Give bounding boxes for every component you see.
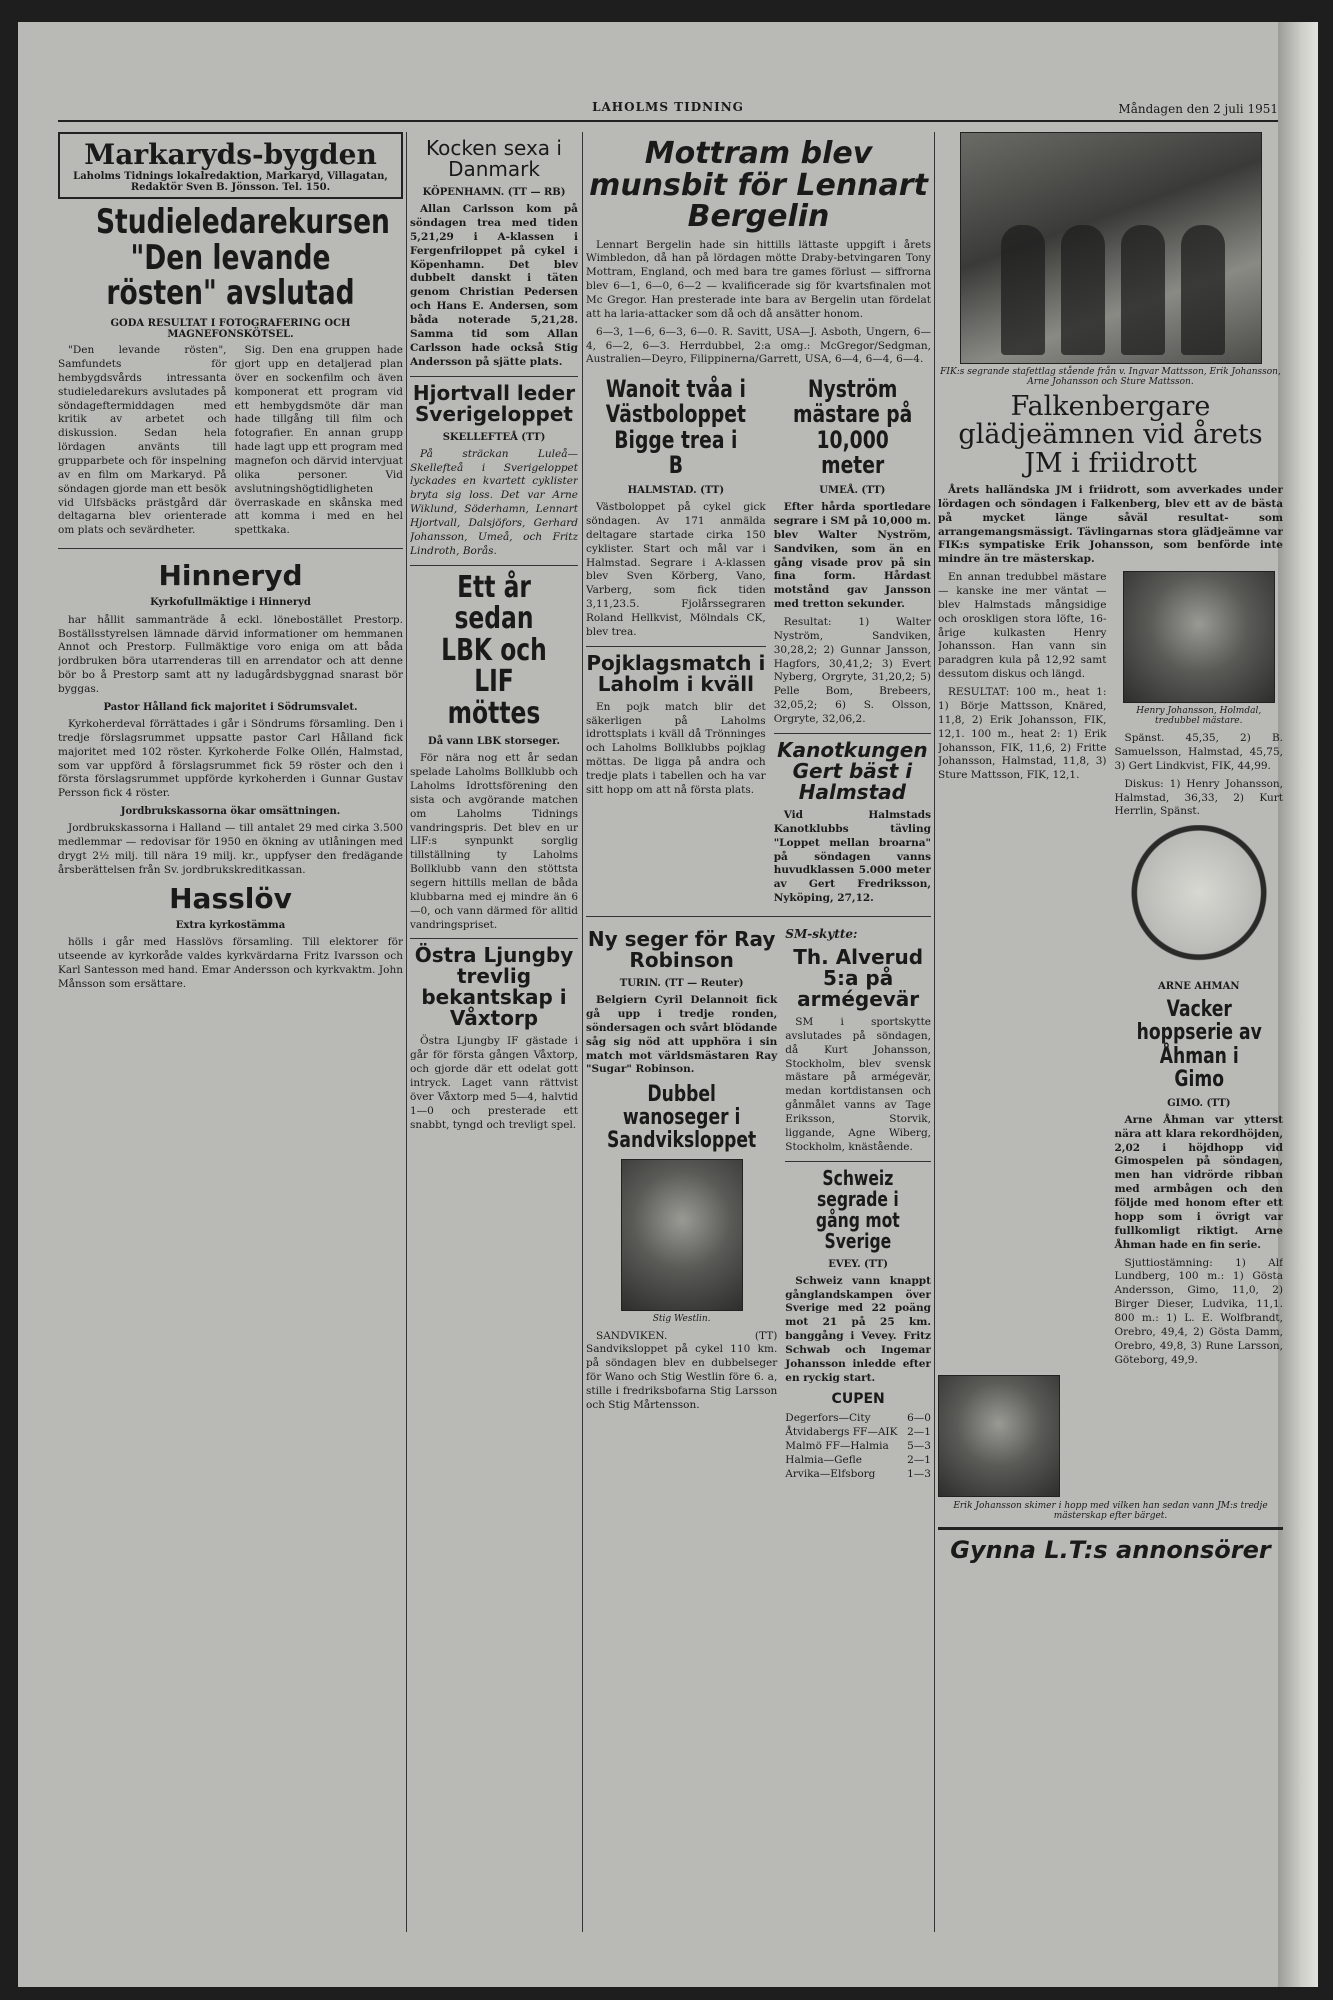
divider — [410, 565, 578, 566]
article-body — [1115, 1097, 1284, 1368]
athlete-figure — [1121, 225, 1165, 355]
paragraph: På sträckan Luleå—Skellefteå i Sverigeloppet lyckades en kvartett cyklister bryta sig loss. Det var Arne Wiklund, Söderhamn, Lennart Hjortvall, Dalsjöfors, Gerhard Johansson, Umeå, och Fritz Lindroth, Borås. — [410, 447, 578, 557]
henry-johansson-photo — [1123, 571, 1275, 703]
athlete-figure — [1061, 225, 1105, 355]
paragraph: SANDVIKEN. (TT) Sandviksloppet på cykel 110 km. på söndagen blev en dubbelseger för Wano och Stig Westlin före 6. a, stille i fredriksbofarna Stig Larsson och Stig Mårtensson. — [586, 1329, 778, 1411]
page-date: Måndagen den 2 juli 1951 — [1118, 102, 1278, 116]
cupen-row — [785, 1468, 931, 1482]
subhead: Då vann LBK storseger. — [428, 736, 560, 748]
paragraph: Västboloppet på cykel gick söndagen. Av 171 anmälda deltagare startade cirka 150 cyklister. Start och mål var i Halmstad. Segrare i A-klassen blev Sven Körberg, Vano, Varberg, som fick tiden 3,11,23.5. Fjolårssegraren Roland Hellkvist, Mölndals CK, blev trea. — [586, 501, 766, 638]
box-line: Redaktör Sven B. Jönsson. Tel. 150. — [130, 182, 331, 193]
dateline: KÖPENHAMN. (TT — RB) — [422, 187, 566, 198]
article-body — [586, 239, 931, 368]
box-title: Markaryds-bygden — [84, 138, 377, 171]
headline-alverud: Th. Alverud 5:a på armégevär — [793, 944, 924, 1011]
subhead: Pastor Hålland fick majoritet i Södrumsvalet. — [103, 701, 358, 713]
article-body — [410, 186, 578, 370]
headline-ljungby: Östra Ljungby trevlig bekantskap i Våxtorp — [414, 943, 574, 1031]
headline-pojklag: Pojklagsmatch i Laholm i kväll — [586, 650, 766, 696]
headline-ahman: Vacker hoppserie av Åhman i Gimo — [1136, 997, 1262, 1092]
article-body — [774, 484, 931, 727]
headline-kocken: Kocken sexa i Danmark — [426, 136, 562, 181]
paragraph: Östra Ljungby IF gästade i går för första gången Våxtorp, och gjorde där ett odelat gott intryck. Laget vann rättvist över Våxtorp med 5—4, halvtid 1—0 och presterade ett snabbt, tyngd och trevligt spel. — [410, 1035, 578, 1131]
photo-caption: Stig Westlin. — [652, 1313, 711, 1324]
column-rule — [406, 132, 407, 1932]
column-rule — [934, 132, 935, 1932]
column-1 — [58, 132, 403, 1952]
article-body — [586, 484, 766, 640]
box-line: Laholms Tidnings lokalredaktion, Markaryd, Villagatan, — [73, 171, 388, 182]
paragraph: Belgiern Cyril Delannoit fick gå upp i tredje ronden, söndersagen och svårt blödande såg sig nöd att upphöra i sin match mot världsmästaren Ray "Sugar" Robinson. — [586, 994, 778, 1076]
dateline: EVEY. (TT) — [828, 1258, 889, 1270]
paragraph: En annan tredubbel mästare — kanske ine mer väntat — blev Halmstads mångsidige och oroskligen stora löfte, 16-årige kulkasten Henry Johansson. Han vann sin paradgren kula på 12,92 samt dessutom diskus och längd. — [938, 571, 1107, 681]
paragraph: Spänst. 45,35, 2) B. Samuelsson, Halmstad, 45,75, 3) Gert Lindkvist, FIK, 44,99. — [1114, 732, 1283, 772]
article-body — [938, 484, 1283, 567]
column-3 — [586, 132, 931, 1952]
paragraph: "Den levande rösten", Samfundets för hembygdsvårds intressanta studieledarekurs avslutades på söndageftermiddagen med kritik av arbetet och diskussion. Sedan hela lördagen använts till grupparbete och för inspelning av en film om Markaryd. På söndagen gjorde man ett besök vid Ulfsbäcks prästgård där deltagarna blev orienterade om plats och sevärdheter. — [58, 344, 227, 537]
dateline: UMEÅ. (TT) — [819, 484, 886, 496]
cupen-match: Åtvidabergs FF—AIK — [785, 1426, 898, 1439]
photo-caption: Henry Johansson, Holmdal, tredubbel mästare. — [1136, 706, 1262, 727]
paragraph: Jordbrukskassorna i Halland — till antalet 29 med cirka 3.500 medlemmar — redovisar för 1950 en ökning av utlåningen med drygt 2½ milj. till nära 19 milj. kr., uppfyser den fredägande årsberättelsen från Sv. jordbrukskreditkassan. — [58, 822, 403, 876]
local-office-box — [58, 132, 403, 199]
headline-dubbel: Dubbel wanoseger i Sandviksloppet — [607, 1082, 757, 1154]
headline-hasslov: Hasslöv — [169, 881, 292, 915]
divider — [410, 376, 578, 377]
article-body — [410, 735, 578, 932]
dateline: HALMSTAD. (TT) — [627, 484, 725, 496]
headline-falkenberg: Falkenbergare glädjeämnen vid årets JM i friidrott — [958, 391, 1263, 479]
headline-studieledare: Studieledarekursen "Den levande rösten" avslutad — [95, 202, 390, 314]
paragraph: Kyrkoherdeval förrättades i går i Söndrums församling. Den i tredje förslagsrummet uppsatte pastor Carl Hålland fick majoritet med 102 röster. Kyrkoherde Folke Ollén, Halmstad, som var uppförd å förslagsrummet fick 59 röster och den i första förslagsrummet uppförde kyrkoherden i Gunnar Gustav Persson fick 4 röster. — [58, 718, 403, 800]
cupen-title: CUPEN — [831, 1390, 885, 1407]
dateline: SKELLEFTEÅ (TT) — [442, 431, 546, 443]
cupen-row — [785, 1426, 931, 1440]
article-body — [58, 344, 403, 542]
headline-lbk: Ett år sedan LBK och LIF möttes — [441, 569, 547, 731]
paragraph: Sjuttiostämning: 1) Alf Lundberg, 100 m.: 1) Gösta Andersson, Gimo, 11,0, 2) Birger Dieser, Ludvika, 11,1. 800 m.: 1) L. E. Wolfbrandt, Orebro, 49,4, 2) Gösta Damm, Orebro, 49,8, 3) Rune Larsson, Göteborg, 49,9. — [1114, 1256, 1283, 1366]
cupen-score: 6—0 — [907, 1412, 931, 1425]
cupen-score: 2—1 — [907, 1453, 931, 1466]
divider — [586, 916, 931, 917]
headline-robinson: Ny seger för Ray Robinson — [587, 926, 776, 972]
divider — [410, 938, 578, 939]
paragraph: Lennart Bergelin hade sin hittills lättaste uppgift i årets Wimbledon, då han på lördagen mötte Draby-betvingaren Tony Mottram, England, och med bara tre games förlust — siffrorna blev 6—1, 6—0, 6—2 — kvalificerade sig för kvartsfinalen mot Mc Gregor. Han presterade inte bara av Bergelin utan fördelat att ha laria-attacker som då och då ansätter honom. — [586, 238, 931, 320]
cupen-match: Malmö FF—Halmia — [785, 1440, 889, 1452]
paper-name: LAHOLMS TIDNING — [592, 100, 744, 114]
article-body — [58, 919, 403, 992]
article-body — [1115, 732, 1284, 819]
page-edge — [1278, 22, 1318, 1987]
subhead: Jordbrukskassorna ökar omsättningen. — [120, 806, 341, 818]
headline-mottram: Mottram blev munsbit för Lennart Bergelin — [589, 136, 928, 234]
paragraph: Vid Halmstads Kanotklubbs tävling "Loppet mellan broarna" på söndagen vanns huvudklassen 5.000 meter av Gert Fredriksson, Nyköping, 27,12. — [773, 808, 931, 905]
article-body — [410, 431, 578, 559]
divider — [774, 733, 931, 734]
cupen-score: 2—1 — [907, 1426, 931, 1439]
paragraph: 6—3, 1—6, 6—3, 6—0. R. Savitt, USA—J. Asboth, Ungern, 6—4, 6—2, 6—3. Herrdubbel, 2:a omg.: McGregor/Sedgman, Australien—Deyro, Filippinerna/Garrett, USA, 6—4, 6—4, 6—4. — [586, 325, 931, 366]
subhead: GODA RESULTAT I FOTOGRAFERING OCH MAGNEFONSKÖTSEL. — [110, 318, 351, 341]
article-body — [586, 701, 766, 798]
advertiser-banner: Gynna L.T:s annonsörer — [938, 1527, 1283, 1564]
newspaper-page — [18, 22, 1318, 1987]
paragraph: RESULTAT: 100 m., heat 1: 1) Börje Mattsson, Knäred, 11,8, 2) Erik Johansson, FIK, 12,1. 100 m., heat 2: 1) Erik Johansson, FIK, 11,6, 2) Fritte Johansson, Halmstad, 11,8, 3) Sture Mattsson, FIK, 12,1. — [938, 686, 1107, 782]
paragraph: En pojk match blir det säkerligen på Laholms idrottsplats i kväll då Trönninges och Laholms Bollklubbs pojklag möttas. De ligga på andra och tredje plats i tabellen och ha var sitt hopp om att nå första plats. — [586, 700, 766, 796]
paragraph: Sig. Den ena gruppen hade gjort upp en detaljerad plan över en sockenfilm och även komponerat ett program vid ett hembygdsmöte där man hade tillgång till film och fotografier. En annan grupp hade lagt upp ett program med magnefon och därvid intervjuat olika personer. Vid avslutningshögtidligheten överraskade en skånska med att komma i med en hel spettkaka. — [234, 344, 403, 537]
arne-ahman-caricature — [1124, 825, 1274, 975]
paragraph: Allan Carlsson kom på söndagen trea med tiden 5,21,29 i A-klassen i Fergenfriloppet på cykel i Köpenhamn. Det blev dubbelt danskt i täten genom Christian Pedersen och Hans E. Andersen, som båda noterade 5,21,28. Samma tid som Allan Carlsson hade också Stig Andersson på sjätte plats. — [410, 203, 578, 368]
page-header — [58, 100, 1278, 122]
column-2 — [410, 132, 578, 1952]
cupen-row — [785, 1412, 931, 1426]
column-rule — [582, 132, 583, 1932]
paragraph: har hållit sammanträde å eckl. lönebostället Prestorp. Boställsstyrelsen lämnade därvid informationer om hemmanen Annot och Prestorp. Fullmäktige voro eniga om att båda jordbruken böra utarrenderas till en arrendator och att denne bör bo å Prestorp samt att ny ladugårdsbyggnad snarast bör byggas. — [58, 613, 403, 695]
cupen-row — [785, 1454, 931, 1468]
paragraph: Diskus: 1) Henry Johansson, Halmstad, 36,33, 2) Kurt Herrlin, Spänst. — [1114, 777, 1283, 818]
headline-hjortvall: Hjortvall leder Sverigeloppet — [412, 380, 576, 426]
article-body — [785, 1016, 931, 1155]
erik-johansson-photo — [938, 1375, 1060, 1497]
headline-wanoit: Wanoit tvåa i Västboloppet Bigge trea i B — [605, 375, 746, 479]
cupen-score: 1—3 — [907, 1467, 931, 1480]
lower-section — [586, 923, 931, 1482]
section-label: SM-skytte: — [785, 926, 858, 941]
article-body — [58, 596, 403, 877]
paragraph: Årets halländska JM i friidrott, som avverkades under lördagen och söndagen i Falkenberg, blev ett av de bästa på mycket länge såväl resultat- som arrangemangsmässigt. Tävlingarnas stora glädjeämne var FIK:s sympatiske Erik Johansson, som benförde inte mindre än tre mästerskap. — [938, 484, 1283, 566]
article-body — [785, 1258, 931, 1386]
paragraph: Resultat: 1) Walter Nyström, Sandviken, 30,28,2; 2) Gunnar Jansson, Hagfors, 30,41,2; 3) Evert Nyberg, Orgryte, 31,20,2; 5) Pelle Bom, Brebeers, 32,05,2; 6) S. Olsson, Orgryte, 32,06,2. — [773, 616, 931, 726]
divider — [586, 646, 766, 647]
article-body — [586, 977, 777, 1077]
headline-kanot: Kanotkungen Gert bäst i Halmstad — [777, 737, 928, 804]
photo-caption: Erik Johansson skimer i hopp med vilken han sedan vann JM:s tredje mästerskap efter bärget. — [953, 1501, 1268, 1522]
athlete-figure — [1001, 225, 1045, 355]
paragraph: För nära nog ett år sedan spelade Laholms Bollklubb och Laholms Idrottsförening den sista och avgörande matchen om Laholms Tidnings vandringspris. Det blev en ur LIF:s synpunkt sorglig tillställning ty Laholms Bollklubb vann den stöttsta segern hittills mellan de båda klubbarna med ej mindre än 6—0, och vann därmed för alltid vandringspriset. — [410, 752, 578, 931]
dateline: TURIN. (TT — Reuter) — [619, 977, 744, 989]
headline-schweiz: Schweiz segrade i gång mot Sverige — [816, 1165, 901, 1253]
paragraph: Efter hårda sportledare segrare i SM på 10,000 m. blev Walter Nyström, Sandviken, som än en gång visade prov på sin fina form. Hårdast motstånd gav Jansson med tretton sekunder. — [773, 501, 931, 611]
cupen-match: Degerfors—City — [785, 1412, 871, 1425]
paragraph: hölls i går med Hasslövs församling. Till elektorer för utseende av kyrkoråde valdes kyrkvärdarna Fritz Ivarsson och Karl Santesson med hand. Emar Andersson och kyrkvaktm. John Månsson som ersättare. — [58, 936, 403, 990]
cupen-match: Arvika—Elfsborg — [785, 1467, 876, 1480]
article-body — [774, 809, 931, 906]
mid-section — [586, 371, 931, 910]
headline-hinneryd: Hinneryd — [158, 559, 303, 593]
divider — [58, 548, 403, 549]
paragraph: SM i sportskytte avslutades på söndagen, då Kurt Johansson, Stockholm, blev svensk mästare på armégevär, medan kortdistansen och gånmålet vanns av Tage Eriksson, Storvik, liggande, Agne Wiberg, Stockholm, knästående. — [785, 1015, 931, 1153]
article-body — [410, 1035, 578, 1132]
cupen-row — [785, 1440, 931, 1454]
divider — [785, 1161, 931, 1162]
caricature-caption: ARNE AHMAN — [1158, 981, 1240, 993]
cupen-score: 5—3 — [907, 1440, 931, 1452]
photo-caption: FIK:s segrande stafettlag stående från v. Ingvar Mattsson, Erik Johansson, Arne Johansson och Sture Mattsson. — [940, 367, 1281, 387]
mid-section — [938, 571, 1283, 1371]
relay-team-photo — [960, 132, 1262, 364]
cupen-results — [785, 1412, 931, 1481]
dateline: GIMO. (TT) — [1167, 1097, 1231, 1109]
stig-westlin-photo — [621, 1159, 743, 1311]
paragraph: Schweiz vann knappt gånglandskampen över Sverige med 22 poäng mot 21 på 25 km. banggång i Vevey. Fritz Schwab och Ingemar Johansson inledde efter en ryckig start. — [785, 1274, 931, 1384]
article-body — [938, 571, 1107, 1371]
athlete-figure — [1181, 225, 1225, 355]
paragraph: Arne Åhman var ytterst nära att klara rekordhöjden, 2,02 i höjdhopp vid Gimospelen på söndagen, men han vidrörde ribban med armbågen och den följde med honom efter ett hopp som i övrigt var fullkomligt riktigt. Arne Åhman hade en fin serie. — [1114, 1113, 1283, 1251]
column-4 — [938, 132, 1283, 1952]
article-body — [586, 1330, 777, 1413]
headline-nystrom: Nyström mästare på 10,000 meter — [792, 375, 913, 479]
cupen-match: Halmia—Gefle — [785, 1453, 862, 1466]
subhead: Extra kyrkostämma — [175, 920, 286, 932]
subhead: Kyrkofullmäktige i Hinneryd — [150, 597, 311, 609]
lower-section — [58, 555, 403, 996]
